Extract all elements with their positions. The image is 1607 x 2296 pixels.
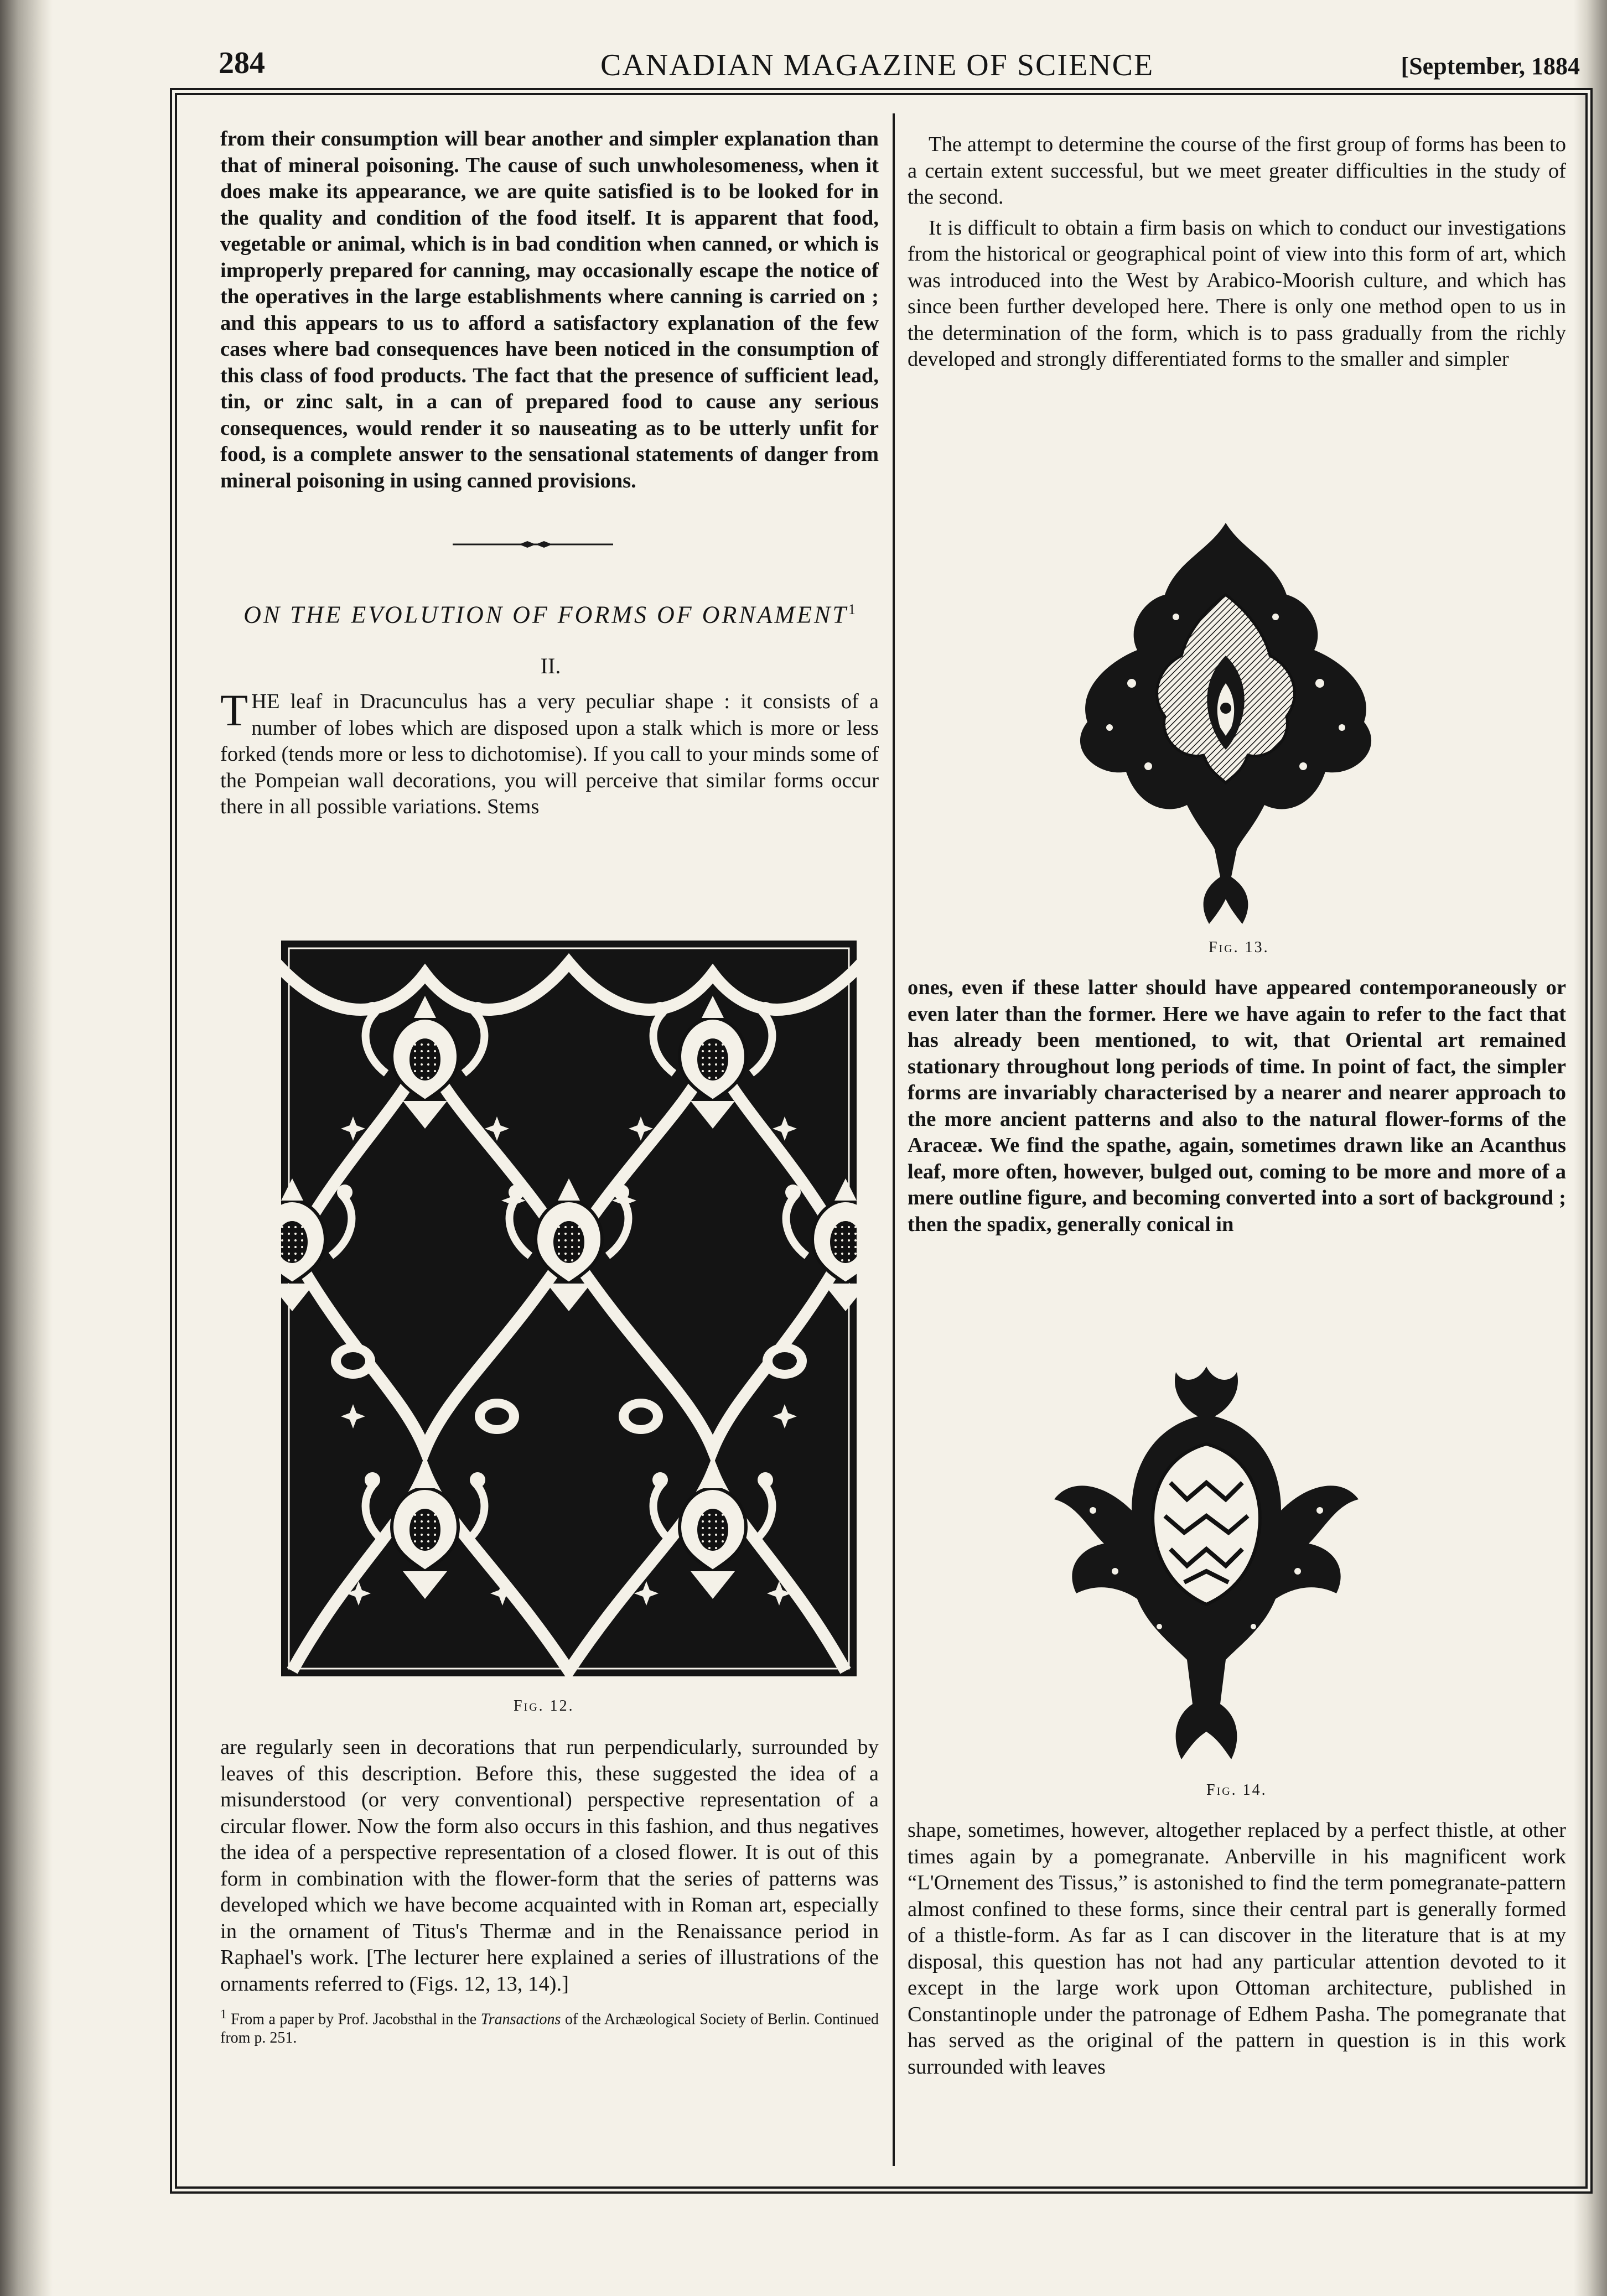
footnote-journal: Transactions: [480, 2011, 561, 2028]
intro-paragraph: HE leaf in Dracunculus has a very peculiar shape : it consists of a number of lobes which are disposed upon a stalk which is more or less forked (tends more or less to dichotomise). If you call to your minds some of the Pompeian wall decorations, you will perceive that similar forms occur there in all possible variations. Stems: [220, 690, 879, 818]
footnote-text-start: From a paper by Prof. Jacobsthal in the: [231, 2011, 481, 2028]
right-column-bottom: [908, 1817, 1566, 2080]
left-column-top: [220, 126, 879, 494]
issue-date: [September, 1884: [1401, 53, 1580, 80]
right-paragraph-4: shape, sometimes, however, altogether replaced by a perfect thistle, at other times again by a pomegranate. Anberville in his magnificent work “L'Ornement des Tissus,” is astonished to find the term pomegranate-pattern almost confined to these forms, since their central part is generally formed of a thistle-form. As far as I can discover in the literature that is at my disposal, this question has not had any particular attention devoted to it except in the large work upon Ottoman architecture, published in Constantinople under the patronage of Edhem Pasha. The pomegranate that has served as the original of the pattern in question is in this work surrounded with leaves: [908, 1819, 1566, 2079]
figure-12-caption: Fig. 12.: [514, 1697, 574, 1715]
figure-13-caption: Fig. 13.: [1209, 939, 1269, 956]
right-paragraph-3: ones, even if these latter should have appeared contemporaneously or even later than the former. Here we have again to refer to the fact that has already been mentioned, to wit, that Oriental art remained stationary throughout long periods of time. In point of fact, the simpler forms are invariably characterised by a nearer and nearer approach to the more ancient patterns and also to the natural flower-forms of the Araceæ. We find the spathe, again, sometimes drawn like an Acanthus leaf, more often, however, bulged out, coming to be more and more of a mere outline figure, and becoming converted into a sort of background ; then the spadix, generally conical in: [908, 976, 1566, 1236]
footnote-mark: 1: [220, 2007, 227, 2022]
right-column-middle: [908, 975, 1566, 1238]
figure-14-caption: Fig. 14.: [1206, 1781, 1267, 1799]
right-paragraph-1: The attempt to determine the course of the first group of forms has been to a certain extent successful, but we meet greater difficulties in the study of the second.: [908, 133, 1566, 209]
drop-cap: T: [220, 685, 248, 735]
footnote-text-end: of the Archæological Society of Berlin. Continued from p. 251.: [220, 2011, 879, 2047]
section-divider: [453, 540, 613, 549]
figure-14-pomegranate-ornament: [1049, 1350, 1364, 1765]
left-column-bottom: [220, 1734, 879, 2048]
footnote: [220, 2005, 879, 2048]
figure-12-textile-pattern: [281, 941, 857, 1676]
intro-block: [220, 685, 879, 820]
continuation-paragraph: are regularly seen in decorations that run perpendicularly, surrounded by leaves of this description. Before this, these suggested the idea of a misunderstood (or very conventional) perspective representation of a circular flower. Now the form also occurs in this fashion, and thus negatives the idea of a perspective representation of a closed flower. It is out of this form in combination with the flower-form that the series of patterns was developed which we have become acquainted with in Roman art, especially in the ornament of Titus's Thermæ and in the Renaissance period in Raphael's work. [The lecturer here explained a series of illustrations of the ornaments referred to (Figs. 12, 13, 14).]: [220, 1736, 879, 1996]
article-title: [232, 595, 869, 630]
article-title-text: ON THE EVOLUTION OF FORMS OF ORNAMENT: [243, 601, 848, 628]
scan-edge-shadow: [0, 0, 53, 2296]
figure-13-ornament: [1065, 517, 1386, 929]
page-number: 284: [219, 46, 265, 80]
magazine-title: CANADIAN MAGAZINE OF SCIENCE: [600, 48, 1154, 82]
right-column-top: [908, 132, 1566, 373]
closing-paragraph-canned-food: from their consumption will bear another and simpler explanation than that of mineral poisoning. The cause of such unwholesomeness, when it does make its appearance, we are quite satisfied is to be looked for in the quality and condition of the food itself. It is apparent that food, vegetable or animal, which is in bad condition when canned, or which is improperly prepared for canning, may occasionally escape the notice of the operatives in the large establishments where canning is carried on ; and this appears to us to afford a satisfactory explanation of the few cases where bad consequences have been noticed in the consumption of this class of food products. The fact that the presence of sufficient lead, tin, or zinc salt, in a can of prepared food to cause any serious consequences, would render it so nauseating as to be utterly unfit for food, is a complete answer to the sensational statements of danger from mineral poisoning in using canned provisions.: [220, 127, 879, 492]
part-number: II.: [540, 653, 561, 678]
right-paragraph-2: It is difficult to obtain a firm basis on which to conduct our investigations from the historical or geographical point of view into this form of art, which was introduced into the West by Arabico-Moorish culture, and which has since been further developed here. There is only one method open to us in the determination of the form, which is to pass gradually from the richly developed and strongly differentiated forms to the smaller and simpler: [908, 216, 1566, 371]
page-header: [213, 40, 1580, 90]
title-footnote-mark: 1: [848, 601, 858, 617]
column-rule: [893, 113, 895, 2166]
